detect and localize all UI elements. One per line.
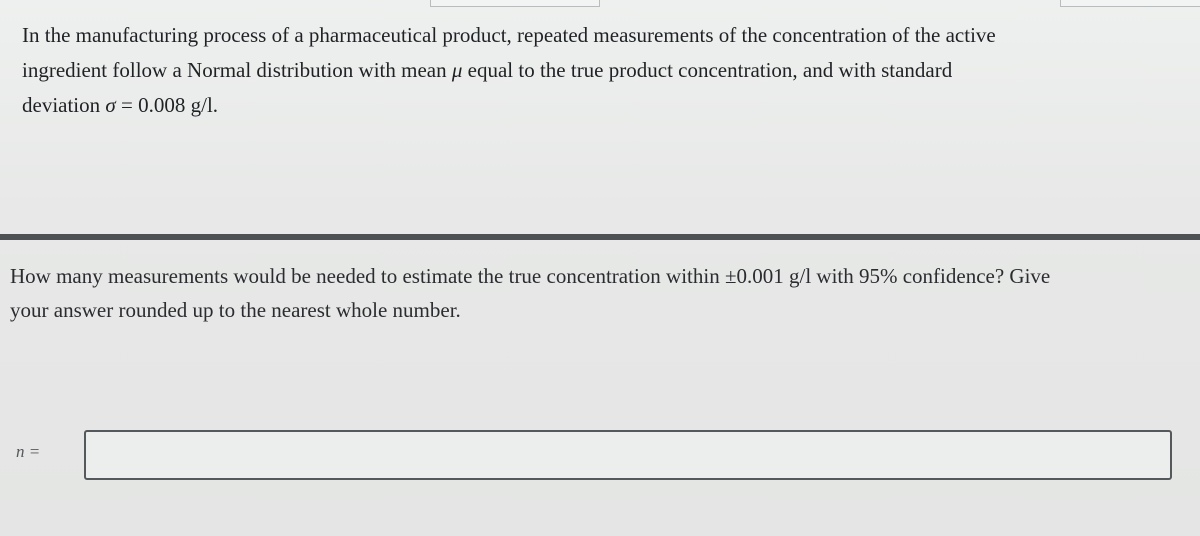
intro-line-2a-text: ingredient follow a Normal distribution with mean [22, 58, 452, 82]
question-line-2: your answer rounded up to the nearest whole number. [10, 298, 461, 322]
answer-row [14, 424, 1184, 488]
intro-line-3 [22, 88, 1162, 123]
problem-statement [22, 18, 1162, 123]
top-tab-right [1060, 0, 1200, 7]
answer-input[interactable] [84, 430, 1172, 480]
intro-line-1-text: In the manufacturing process of a pharmaceutical product, repeated measurements of the concentration of the active [22, 23, 996, 47]
intro-line-3a-text: deviation [22, 93, 106, 117]
sigma-symbol: σ [105, 93, 116, 117]
n-label: n = [16, 442, 41, 461]
question-line-1: How many measurements would be needed to estimate the true concentration within ±0.001 g/l with 95% confidence? Give [10, 264, 1051, 288]
intro-line-3b-text: = 0.008 g/l. [115, 93, 219, 117]
top-tab-left [430, 0, 600, 7]
intro-line-1 [22, 18, 1162, 53]
intro-line-2b-text: equal to the true product concentration, and with standard [462, 58, 953, 82]
section-divider [0, 234, 1200, 240]
mu-symbol: μ [451, 58, 463, 82]
intro-line-2 [22, 53, 1162, 88]
question-text [10, 259, 1195, 327]
